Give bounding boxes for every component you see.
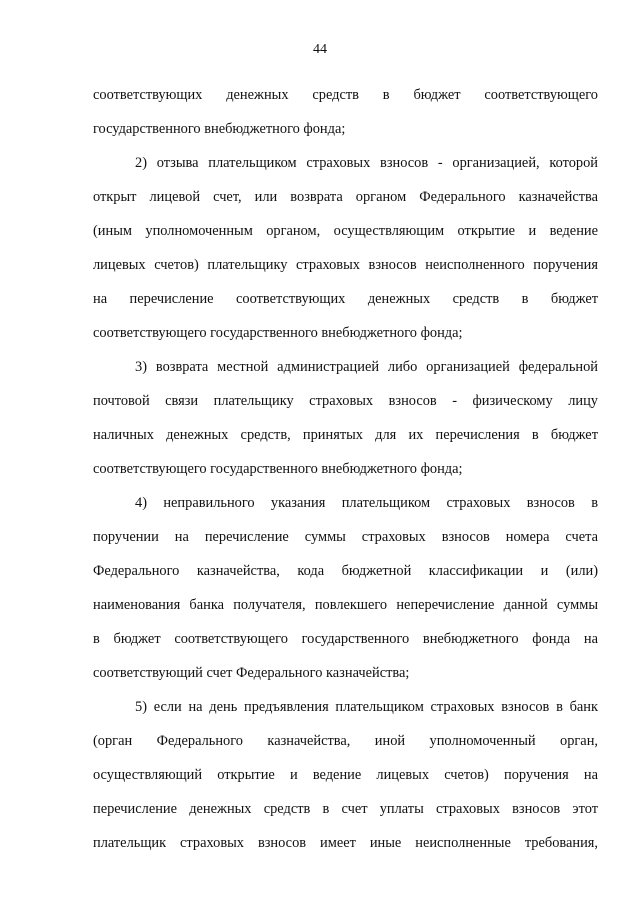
text-line: поручении на перечисление суммы страховых взносов номера счета: [93, 529, 598, 545]
text-line: в бюджет соответствующего государственного внебюджетного фонда на: [93, 631, 598, 647]
body-text: [93, 78, 598, 860]
text-line: 3) возврата местной администрацией либо организацией федеральной: [135, 359, 598, 375]
text-line: на перечисление соответствующих денежных средств в бюджет: [93, 291, 598, 307]
text-line: (иным уполномоченным органом, осуществляющим открытие и ведение: [93, 223, 598, 239]
text-line: Федерального казначейства, кода бюджетной классификации и (или): [93, 563, 598, 579]
text-line: соответствующий счет Федерального казначейства;: [93, 665, 410, 681]
text-line: наименования банка получателя, повлекшего неперечисление данной суммы: [93, 597, 598, 613]
text-line: 4) неправильного указания плательщиком страховых взносов в: [135, 495, 598, 511]
text-line: соответствующего государственного внебюджетного фонда;: [93, 461, 463, 477]
text-line: 2) отзыва плательщиком страховых взносов - организацией, которой: [135, 155, 598, 171]
text-line: наличных денежных средств, принятых для их перечисления в бюджет: [93, 427, 598, 443]
text-line: плательщик страховых взносов имеет иные неисполненные требования,: [93, 835, 598, 851]
text-line: соответствующих денежных средств в бюджет соответствующего: [93, 87, 598, 103]
text-line: открыт лицевой счет, или возврата органом Федерального казначейства: [93, 189, 598, 205]
text-line: государственного внебюджетного фонда;: [93, 121, 346, 137]
text-line: осуществляющий открытие и ведение лицевых счетов) поручения на: [93, 767, 598, 783]
text-line: лицевых счетов) плательщику страховых взносов неисполненного поручения: [93, 257, 598, 273]
page-number: 44: [313, 42, 327, 57]
text-line: соответствующего государственного внебюджетного фонда;: [93, 325, 463, 341]
text-line: 5) если на день предъявления плательщиком страховых взносов в банк: [135, 699, 598, 715]
text-line: почтовой связи плательщику страховых взносов - физическому лицу: [93, 393, 598, 409]
text-line: (орган Федерального казначейства, иной уполномоченный орган,: [93, 733, 598, 749]
text-line: перечисление денежных средств в счет уплаты страховых взносов этот: [93, 801, 598, 817]
